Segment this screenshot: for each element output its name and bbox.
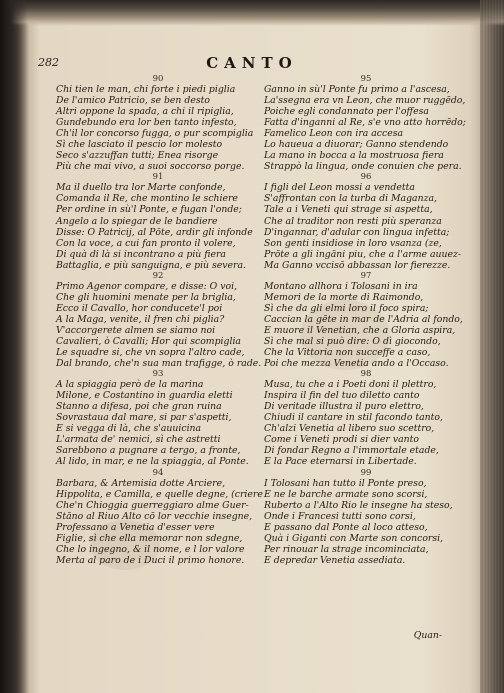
stanza-number: 94 xyxy=(152,467,164,478)
verse-line: E passano dal Ponte al loco atteso, xyxy=(264,521,428,533)
verse-line: V'accorgerete almen se siamo noi xyxy=(56,324,216,336)
verse-line: Stanno a difesa, poi che gran ruina xyxy=(56,401,222,413)
verse-line: Montano allhora i Tolosani in ira xyxy=(264,280,418,292)
verse-line: Figlie, sì che ella memorar non sdegne, xyxy=(56,532,243,544)
verse-line: Le squadre si, che vn sopra l'altro cade, xyxy=(56,347,245,359)
verse-line: Sarebbono a pugnare a tergo, a fronte, xyxy=(56,445,241,457)
verse-line: Poi che mezza Venetia ando a l'Occaso. xyxy=(264,358,449,370)
verse-line: Barbara, & Artemisia dotte Arciere, xyxy=(56,477,226,489)
verse-line: Che al traditor non resti più speranza xyxy=(264,215,442,227)
verse-line: Ganno in sù'l Ponte fu primo a l'ascesa, xyxy=(264,84,450,95)
verse-line: I figli del Leon mossi a vendetta xyxy=(264,182,415,194)
verse-line: Gundebundo era lor ben tanto infesto, xyxy=(56,117,237,129)
verse-line: A la spiaggia però de la marina xyxy=(56,379,204,391)
verse-line: Primo Agenor compare, e disse: O voi, xyxy=(56,280,238,292)
running-title: CANTO xyxy=(206,54,298,72)
book-spine-shadow xyxy=(0,0,28,693)
verse-line: Musa, tu che a i Poeti doni il plettro, xyxy=(264,379,437,391)
verse-line: Angelo a lo spiegar de le bandiere xyxy=(56,215,218,227)
verse-line: Stāno al Riuo Alto cō lor vecchie insegne, xyxy=(56,510,253,522)
verse-line: L'armata de' nemici, sì che astretti xyxy=(56,434,221,446)
stanza-number: 92 xyxy=(152,270,164,281)
verse-line: E depredar Venetia assediata. xyxy=(264,554,406,566)
verse-line: Sì che da gli elmi loro il foco spira; xyxy=(264,302,429,314)
stanza-number: 91 xyxy=(152,172,164,183)
verse-line: Di fondar Regno a l'immortale etade, xyxy=(264,445,439,457)
verse-line: Di quà di là si incontrano a più fiera xyxy=(56,248,226,260)
verse-line: Con la voce, a cui fan pronto il volere, xyxy=(56,237,236,249)
verse-line: Quà i Giganti con Marte son concorsi, xyxy=(264,532,444,544)
verse-line: E muore il Venetian, che a Gloria aspira, xyxy=(264,324,456,336)
stanza-number: 98 xyxy=(360,369,372,380)
verse-line: I Tolosani han tutto il Ponte preso, xyxy=(264,477,427,489)
verse-line: Per rinouar la strage incominciata, xyxy=(264,543,429,555)
stanza-number: 99 xyxy=(360,467,372,478)
verse-line: Come i Veneti prodi si dier vanto xyxy=(264,434,419,446)
verse-line: Comanda il Re, che montino le schiere xyxy=(56,193,238,205)
verse-line: Tale a i Veneti qui strage si aspetta, xyxy=(264,204,433,216)
verse-line: Son genti insidiose in loro vsanza (ze, xyxy=(264,237,442,249)
verse-line: Sì che lasciato il pescio lor molesto xyxy=(56,139,223,151)
page-header xyxy=(38,54,466,76)
verse-line: Memori de la morte di Raimondo, xyxy=(264,291,424,303)
verse-line: Dal brando, che'n sua man trafigge, ò rade. xyxy=(56,358,262,370)
verse-line: Caccian la gēte in mar de l'Adria al fondo, xyxy=(264,313,463,325)
verse-line: Ch'il lor concorso fugga, o pur scompiglia xyxy=(56,128,254,140)
verse-line: Hippolita, e Camilla, e quelle degne, (criere xyxy=(56,488,263,500)
verse-line: Chi tien le man, chi forte i piedi piglia xyxy=(56,84,236,95)
verse-line: Sì che mal si può dire: O dì giocondo, xyxy=(264,335,441,347)
stanza-number: 97 xyxy=(360,270,372,281)
verse-line: Onde i Francesi tutti sono corsi, xyxy=(264,510,416,522)
verse-line: E si vegga di là, che s'auuicina xyxy=(56,423,202,435)
verse-line: Sovrastaua dal mare, si par s'aspetti, xyxy=(56,412,232,424)
stanza-number: 93 xyxy=(152,369,164,380)
page-edges xyxy=(480,0,504,693)
catchword: Quan- xyxy=(413,630,442,641)
verse-line: Ch'alzi Venetia al libero suo scettro, xyxy=(264,423,435,435)
verse-line: Altri oppone la spada, a chi il ripiglia, xyxy=(56,106,234,118)
verse-line: Chiudi il cantare in stil facondo tanto, xyxy=(264,412,443,424)
verse-line: Strappò la lingua, onde conuien che pera. xyxy=(264,161,462,173)
verse-line: Ruberto a l'Alto Rio le insegne ha steso, xyxy=(264,499,453,511)
verse-line: Milone, e Costantino in guardia eletti xyxy=(56,390,233,402)
verse-line: Lo haueua a diuorar; Ganno stendendo xyxy=(264,139,449,151)
verse-line: Inspira il fin del tuo diletto canto xyxy=(264,390,420,402)
verse-line: A la Maga, venite, il fren chi piglia? xyxy=(56,313,225,325)
verse-line: Battaglia, e più sanguigna, e più severa. xyxy=(56,259,246,271)
verse-line: Disse: O Patricij, al Pōte, ardir gli infonde xyxy=(56,226,253,238)
verse-line: Famelico Leon con ira accesa xyxy=(264,128,404,140)
verse-line: Ecco il Cavallo, hor conducete'l poi xyxy=(56,302,223,314)
verse-line: Di veritade illustra il puro elettro, xyxy=(264,401,424,413)
verse-line: Ma Ganno vccisō abbassan lor fierezze. xyxy=(264,259,451,271)
verse-line: E la Pace eternarsi in Libertade. xyxy=(264,456,417,468)
stanza-number: 95 xyxy=(360,74,372,84)
verse-line: Professano a Venetia d'esser vere xyxy=(56,521,215,533)
verse-line: Che lo ingegno, & il nome, e l lor valore xyxy=(56,543,245,555)
verse-line: Che la Vittoria non succeffe a caso, xyxy=(264,347,431,359)
verse-line: Che gli huomini menate per la briglia, xyxy=(56,291,236,303)
verse-line: Che'n Chioggia guerreggiaro alme Guer- xyxy=(56,499,249,511)
page-number: 282 xyxy=(38,56,59,69)
verse-line: Seco s'azzuffan tutti; Enea risorge xyxy=(56,150,219,162)
verse-line: La mano in bocca a la mostruosa fiera xyxy=(264,150,444,162)
right-column xyxy=(264,74,468,566)
verse-line: Fatta d'inganni al Re, s'e vno atto horrēdo; xyxy=(264,117,466,129)
verse-line: Ma il duello tra lor Marte confonde, xyxy=(56,182,226,194)
verse-line: Prōte a gli ingāni piu, che a l'arme auuez- xyxy=(264,248,462,260)
left-column xyxy=(56,74,263,566)
verse-line: Al lido, in mar, e ne la spiaggia, al Ponte. xyxy=(56,456,249,468)
verse-line: Per ordine in sù'l Ponte, e fugan l'onde; xyxy=(56,204,242,216)
verse-line: Poiche egli condannato per l'offesa xyxy=(264,106,429,118)
verse-line: Merta al paro de i Duci il primo honore. xyxy=(56,554,245,566)
verse-line: Cavalieri, ò Cavalli; Hor qui scompiglia xyxy=(56,335,241,347)
verse-line: D'ingannar, d'adular con lingua infetta; xyxy=(264,226,450,238)
page-top-shadow xyxy=(0,0,504,26)
stanza-number: 96 xyxy=(360,172,372,183)
verse-line: Più che mai vivo, a suoi soccorso porge. xyxy=(56,161,245,173)
verse-line: De l'amico Patricio, se ben desto xyxy=(56,95,210,107)
verse-line: S'affrontan con la turba di Maganza, xyxy=(264,193,437,205)
verse-line: E ne le barche armate sono scorsi, xyxy=(264,488,428,500)
stanza-number: 90 xyxy=(152,74,164,84)
verse-line: La'ssegna era vn Leon, che muor ruggēdo, xyxy=(264,95,466,107)
